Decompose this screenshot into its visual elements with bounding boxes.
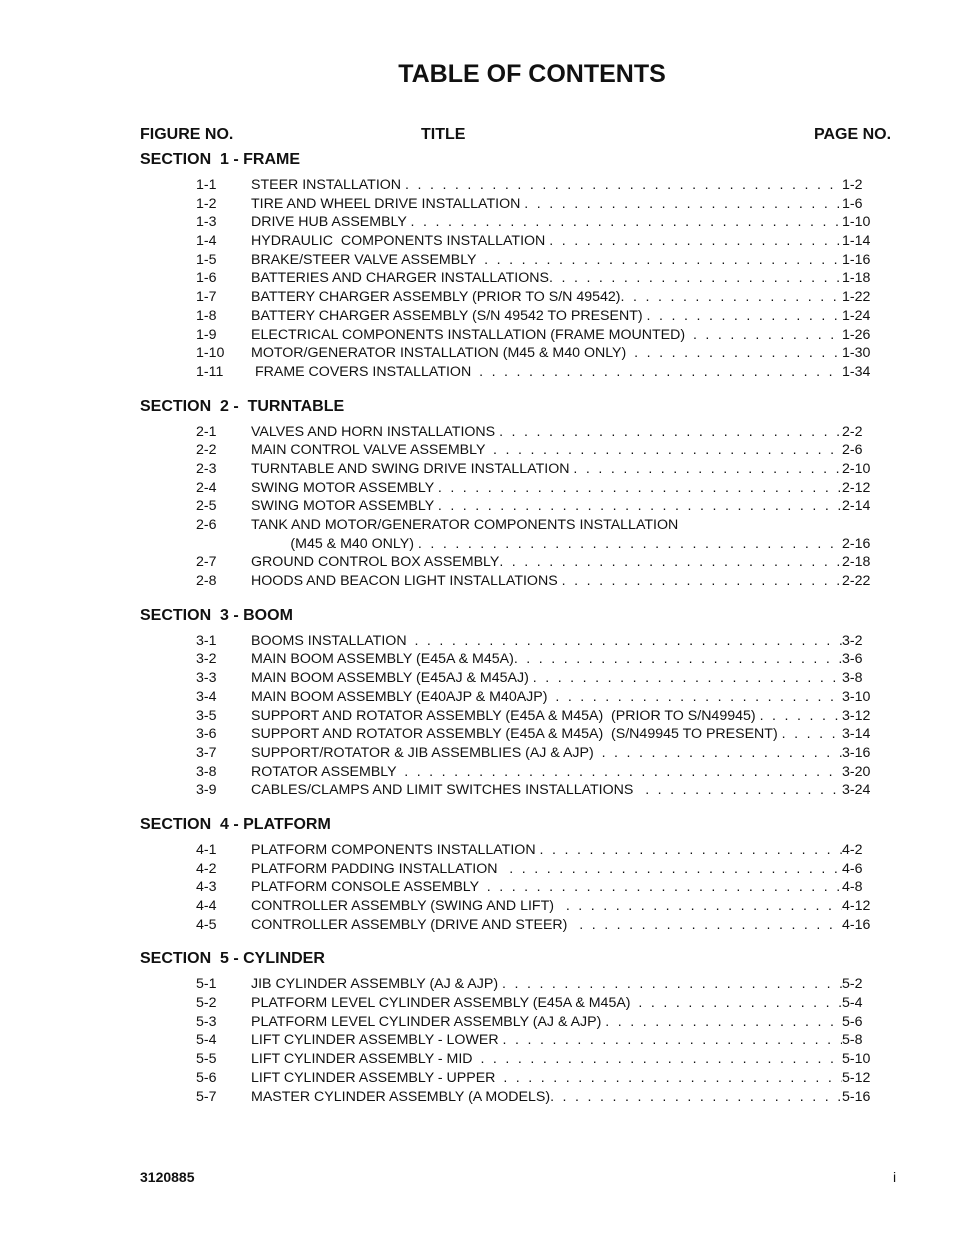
toc-entry[interactable] [140,878,900,897]
toc-entry[interactable] [140,707,900,726]
entry-title: LIFT CYLINDER ASSEMBLY - UPPER [251,1069,504,1086]
entry-title: BATTERY CHARGER ASSEMBLY (S/N 49542 TO PRESENT) [251,307,647,324]
toc-entry[interactable] [140,897,900,916]
page-number: 2-22 [842,573,871,590]
entry-title-with-leader [251,344,842,363]
page-number: 5-6 [842,1013,863,1030]
entry-title: BATTERY CHARGER ASSEMBLY (PRIOR TO S/N 49542) [251,289,621,306]
figure-number: 2-6 [196,517,217,533]
toc-entry[interactable] [140,841,900,860]
dot-leader [499,553,842,572]
dot-leader [566,897,842,916]
figure-number: 5-3 [196,1013,217,1030]
entry-title: LIFT CYLINDER ASSEMBLY - LOWER [251,1032,503,1049]
toc-section [140,947,900,1106]
entry-title-with-leader [251,841,842,860]
toc-entry[interactable] [140,781,900,800]
entry-title: ROTATOR ASSEMBLY [251,763,405,780]
dot-leader [404,763,842,782]
entry-title-with-leader [251,251,842,270]
figure-number: 1-11 [196,363,224,380]
entry-title-with-leader [251,916,842,935]
entry-title: CONTROLLER ASSEMBLY (DRIVE AND STEER) [251,916,580,933]
dot-leader [647,307,842,326]
toc-entry[interactable] [140,288,900,307]
dot-leader [760,707,842,726]
toc-entry[interactable] [140,553,900,572]
page-number: 2-16 [842,535,871,552]
entry-title-with-leader [251,860,842,879]
dot-leader [549,269,842,288]
toc-section [140,604,900,800]
entry-title-with-leader [251,650,842,669]
entry-title: MAIN CONTROL VALVE ASSEMBLY [251,442,494,459]
entry-title: TIRE AND WHEEL DRIVE INSTALLATION [251,195,525,212]
entry-title-with-leader [251,1088,842,1107]
toc-entry[interactable] [140,176,900,195]
dot-leader [414,632,842,651]
page-number: 4-6 [842,860,863,877]
dot-leader [605,1013,842,1032]
toc-section [140,813,900,934]
entry-title: LIFT CYLINDER ASSEMBLY - MID [251,1051,481,1068]
figure-number: 3-9 [196,782,217,799]
figure-number: 3-4 [196,688,217,705]
figure-number: 1-5 [196,251,217,268]
entry-title-with-leader [251,878,842,897]
figure-number: 5-4 [196,1032,217,1049]
figure-number: 3-1 [196,632,217,649]
entry-title-with-leader [251,897,842,916]
page-number: 2-10 [842,460,871,477]
entry-title-with-leader [251,975,842,994]
entry-title-with-leader [251,288,842,307]
figure-number: 4-4 [196,898,217,914]
entry-title-with-leader [251,441,842,460]
entry-title: HYDRAULIC COMPONENTS INSTALLATION [251,233,550,250]
dot-leader [487,878,842,897]
toc-entry[interactable] [140,916,900,935]
entry-title: PLATFORM PADDING INSTALLATION [251,860,510,877]
dot-leader [405,176,842,195]
entry-title: TANK AND MOTOR/GENERATOR COMPONENTS INSTALLATION [251,517,679,533]
page-number: 5-12 [842,1069,871,1086]
toc-entry[interactable] [140,975,900,994]
page-number: 3-8 [842,670,863,687]
entry-title-with-leader [251,1069,842,1088]
figure-number: 5-6 [196,1069,217,1086]
entry-list [140,632,900,800]
page-number: 3-24 [842,782,871,799]
entry-title: HOODS AND BEACON LIGHT INSTALLATIONS [251,573,562,590]
page-number: 5-4 [842,995,863,1012]
dot-leader [562,572,842,591]
section-heading: SECTION 5 - CYLINDER [140,950,325,968]
page-number: 3-16 [842,744,871,761]
toc-entry[interactable] [140,744,900,763]
page-number: 1-22 [842,289,871,306]
entry-title: PLATFORM LEVEL CYLINDER ASSEMBLY (E45A & M45A) [251,995,639,1012]
toc-entry[interactable] [140,460,900,479]
toc-entry[interactable] [140,650,900,669]
entry-title: MAIN BOOM ASSEMBLY (E45A & M45A) [251,651,514,668]
figure-number: 5-5 [196,1051,217,1068]
page-number: 4-2 [842,841,863,858]
toc-entry[interactable] [140,1050,900,1069]
dot-leader [621,288,842,307]
toc-entry[interactable] [140,688,900,707]
figure-number: 5-1 [196,976,217,993]
toc-entry[interactable] [140,232,900,251]
page-number: 1-24 [842,307,871,324]
dot-leader [499,423,842,442]
entry-title-with-leader [251,744,842,763]
figure-number: 4-2 [196,860,217,877]
dot-leader [579,916,842,935]
figure-number: 1-3 [196,214,217,231]
dot-leader [438,479,842,498]
page-number: 3-14 [842,726,871,743]
toc-entry[interactable] [140,213,900,232]
dot-leader [524,195,842,214]
entry-title: BOOMS INSTALLATION [251,632,415,649]
dot-leader [484,251,842,270]
figure-number: 4-1 [196,841,217,858]
entry-title-with-leader [251,423,842,442]
figure-number-header: FIGURE NO. [140,126,234,143]
toc-entry[interactable] [140,1088,900,1107]
page-number: 1-34 [842,363,871,380]
dot-leader [411,213,842,232]
figure-number: 1-10 [196,345,225,362]
toc-entry[interactable] [140,344,900,363]
entry-title-with-leader [251,460,842,479]
figure-number: 3-2 [196,651,217,668]
entry-title-with-leader [251,213,842,232]
figure-number: 3-7 [196,744,217,761]
entry-title-with-leader [251,326,842,345]
entry-title-with-leader [251,479,842,498]
dot-leader [503,1031,842,1050]
toc-entry[interactable] [140,572,900,591]
dot-leader [509,860,842,879]
entry-list [140,975,900,1106]
toc-entry[interactable] [140,632,900,651]
entry-title-with-leader [251,1031,842,1050]
dot-leader [549,232,842,251]
document-number: 3120885 [140,1169,195,1185]
entry-title: CABLES/CLAMPS AND LIMIT SWITCHES INSTALLATIONS [251,782,646,799]
entry-title: SWING MOTOR ASSEMBLY [251,498,438,515]
page-number: 5-8 [842,1032,863,1049]
entry-title: BATTERIES AND CHARGER INSTALLATIONS [251,270,549,287]
figure-number: 2-3 [196,460,217,477]
entry-title-with-leader [251,195,842,214]
page-number: 3-12 [842,707,871,724]
figure-number: 2-5 [196,498,217,515]
page-number: 4-12 [842,898,871,914]
figure-number: 3-8 [196,763,217,780]
entry-title: MAIN BOOM ASSEMBLY (E40AJP & M40AJP) [251,688,556,705]
entry-title-with-leader [251,781,842,800]
entry-title: PLATFORM COMPONENTS INSTALLATION [251,841,540,858]
figure-number: 4-3 [196,879,217,896]
figure-number: 1-4 [196,233,217,250]
section-heading: SECTION 3 - BOOM [140,606,293,624]
entry-title-with-leader [251,632,842,651]
dot-leader [638,994,842,1013]
entry-title-with-leader [251,994,842,1013]
dot-leader [503,1069,842,1088]
entry-title: MOTOR/GENERATOR INSTALLATION (M45 & M40 ONLY) [251,345,635,362]
page-number: 2-2 [842,423,863,440]
footer-page-number: i [893,1169,897,1185]
entry-title: SWING MOTOR ASSEMBLY [251,479,438,496]
entry-title-with-leader [251,535,842,554]
page-number: 5-10 [842,1051,871,1068]
toc-entry[interactable] [140,535,900,554]
dot-leader [502,975,842,994]
entry-title-with-leader [251,688,842,707]
entry-title: PLATFORM LEVEL CYLINDER ASSEMBLY (AJ & AJP) [251,1013,606,1030]
entry-title-with-leader [251,232,842,251]
toc-entry[interactable] [140,497,900,516]
figure-number: 1-6 [196,270,217,287]
toc-entry[interactable] [140,725,900,744]
toc-entry[interactable] [140,669,900,688]
entry-title: VALVES AND HORN INSTALLATIONS [251,423,500,440]
entry-list [140,176,900,382]
page-number: 2-12 [842,479,871,496]
page-number-header: PAGE NO. [814,126,892,143]
toc-entry[interactable] [140,269,900,288]
entry-title-with-leader [251,669,842,688]
entry-title: BRAKE/STEER VALVE ASSEMBLY [251,251,485,268]
dot-leader [479,363,842,382]
page-number: 1-18 [842,270,871,287]
toc-entry[interactable] [140,516,900,535]
entry-title: (M45 & M40 ONLY) [251,535,418,552]
entry-title: SUPPORT AND ROTATOR ASSEMBLY (E45A & M45A) (S/N49945 TO PRESENT) [251,726,782,743]
entry-title-with-leader [251,553,842,572]
entry-title-with-leader [251,707,842,726]
figure-number: 5-2 [196,995,217,1012]
dot-leader [438,497,842,516]
page-number: 1-2 [842,177,863,193]
toc-entry[interactable] [140,195,900,214]
dot-leader [533,669,842,688]
figure-number: 1-2 [196,195,217,212]
page-number: 2-6 [842,442,863,459]
toc-entry[interactable] [140,763,900,782]
toc-entry[interactable] [140,251,900,270]
entry-title: GROUND CONTROL BOX ASSEMBLY [251,554,500,571]
dot-leader [693,326,842,345]
figure-number: 2-7 [196,554,217,571]
figure-number: 2-4 [196,479,217,496]
entry-title: SUPPORT AND ROTATOR ASSEMBLY (E45A & M45A) (PRIOR TO S/N49945) [251,707,760,724]
entry-title-with-leader [251,497,842,516]
figure-number: 3-5 [196,707,217,724]
figure-number: 1-9 [196,326,217,343]
toc-entry[interactable] [140,441,900,460]
figure-number: 1-8 [196,307,217,324]
page-title: TABLE OF CONTENTS [398,60,666,88]
entry-title: ELECTRICAL COMPONENTS INSTALLATION (FRAME MOUNTED) [251,326,693,343]
toc-entry[interactable] [140,1013,900,1032]
page-number: 3-20 [842,763,871,780]
entry-title: MAIN BOOM ASSEMBLY (E45AJ & M45AJ) [251,670,533,687]
page-number: 3-10 [842,688,871,705]
page-number: 1-14 [842,233,871,250]
figure-number: 3-3 [196,670,217,687]
entry-title: SUPPORT/ROTATOR & JIB ASSEMBLIES (AJ & AJP) [251,744,602,761]
entry-title: JIB CYLINDER ASSEMBLY (AJ & AJP) [251,976,502,993]
entry-list [140,423,900,591]
page-number: 4-8 [842,879,863,896]
entry-title-with-leader [251,269,842,288]
page-number: 1-26 [842,326,871,343]
dot-leader [782,725,842,744]
dot-leader [645,781,842,800]
entry-title: STEER INSTALLATION [251,177,405,193]
toc-entry[interactable] [140,423,900,442]
page-number: 2-14 [842,498,871,515]
dot-leader [602,744,842,763]
toc-entry[interactable] [140,307,900,326]
figure-number: 5-7 [196,1088,217,1105]
figure-number: 2-8 [196,573,217,590]
figure-number: 2-2 [196,442,217,459]
entry-title: TURNTABLE AND SWING DRIVE INSTALLATION [251,460,574,477]
dot-leader [550,1088,842,1107]
entry-title-with-leader [251,725,842,744]
entry-title: DRIVE HUB ASSEMBLY [251,214,411,231]
toc-entry[interactable] [140,479,900,498]
dot-leader [540,841,842,860]
toc-section [140,148,900,382]
toc-entry[interactable] [140,326,900,345]
entry-title: FRAME COVERS INSTALLATION [251,363,480,380]
figure-number: 4-5 [196,916,217,933]
entry-list [140,841,900,934]
figure-number: 3-6 [196,726,217,743]
toc-sections [140,148,900,1119]
page-number: 1-10 [842,214,871,231]
section-heading: SECTION 4 - PLATFORM [140,815,331,833]
figure-number: 1-7 [196,289,217,306]
page-number: 5-2 [842,976,863,993]
entry-title-with-leader [251,176,842,195]
dot-leader [418,535,842,554]
section-heading: SECTION 1 - FRAME [140,151,301,168]
toc-entry[interactable] [140,1031,900,1050]
toc-entry[interactable] [140,994,900,1013]
page-number: 1-6 [842,195,863,212]
dot-leader [573,460,842,479]
dot-leader [480,1050,842,1069]
page-number: 1-16 [842,251,871,268]
figure-number: 1-1 [196,177,217,193]
entry-title-with-leader [251,763,842,782]
page-number: 5-16 [842,1088,871,1105]
title-header: TITLE [421,126,466,143]
figure-number: 2-1 [196,423,217,440]
section-heading: SECTION 2 - TURNTABLE [140,397,345,415]
toc-entry[interactable] [140,363,900,382]
page-number: 3-2 [842,632,863,649]
entry-title-with-leader [251,1050,842,1069]
entry-title-with-leader [251,307,842,326]
page-number: 4-16 [842,916,871,933]
entry-title: PLATFORM CONSOLE ASSEMBLY [251,879,487,896]
dot-leader [555,688,842,707]
entry-title: CONTROLLER ASSEMBLY (SWING AND LIFT) [251,898,566,914]
page-number: 2-18 [842,554,871,571]
page-number: 3-6 [842,651,863,668]
dot-leader [634,344,842,363]
dot-leader [514,650,842,669]
toc-section [140,395,900,591]
entry-title-with-leader [251,1013,842,1032]
page-number: 1-30 [842,345,871,362]
entry-title-with-leader [251,572,842,591]
entry-title-with-leader [251,363,842,382]
toc-entry[interactable] [140,860,900,879]
dot-leader [493,441,842,460]
entry-title: MASTER CYLINDER ASSEMBLY (A MODELS) [251,1088,551,1105]
toc-entry[interactable] [140,1069,900,1088]
